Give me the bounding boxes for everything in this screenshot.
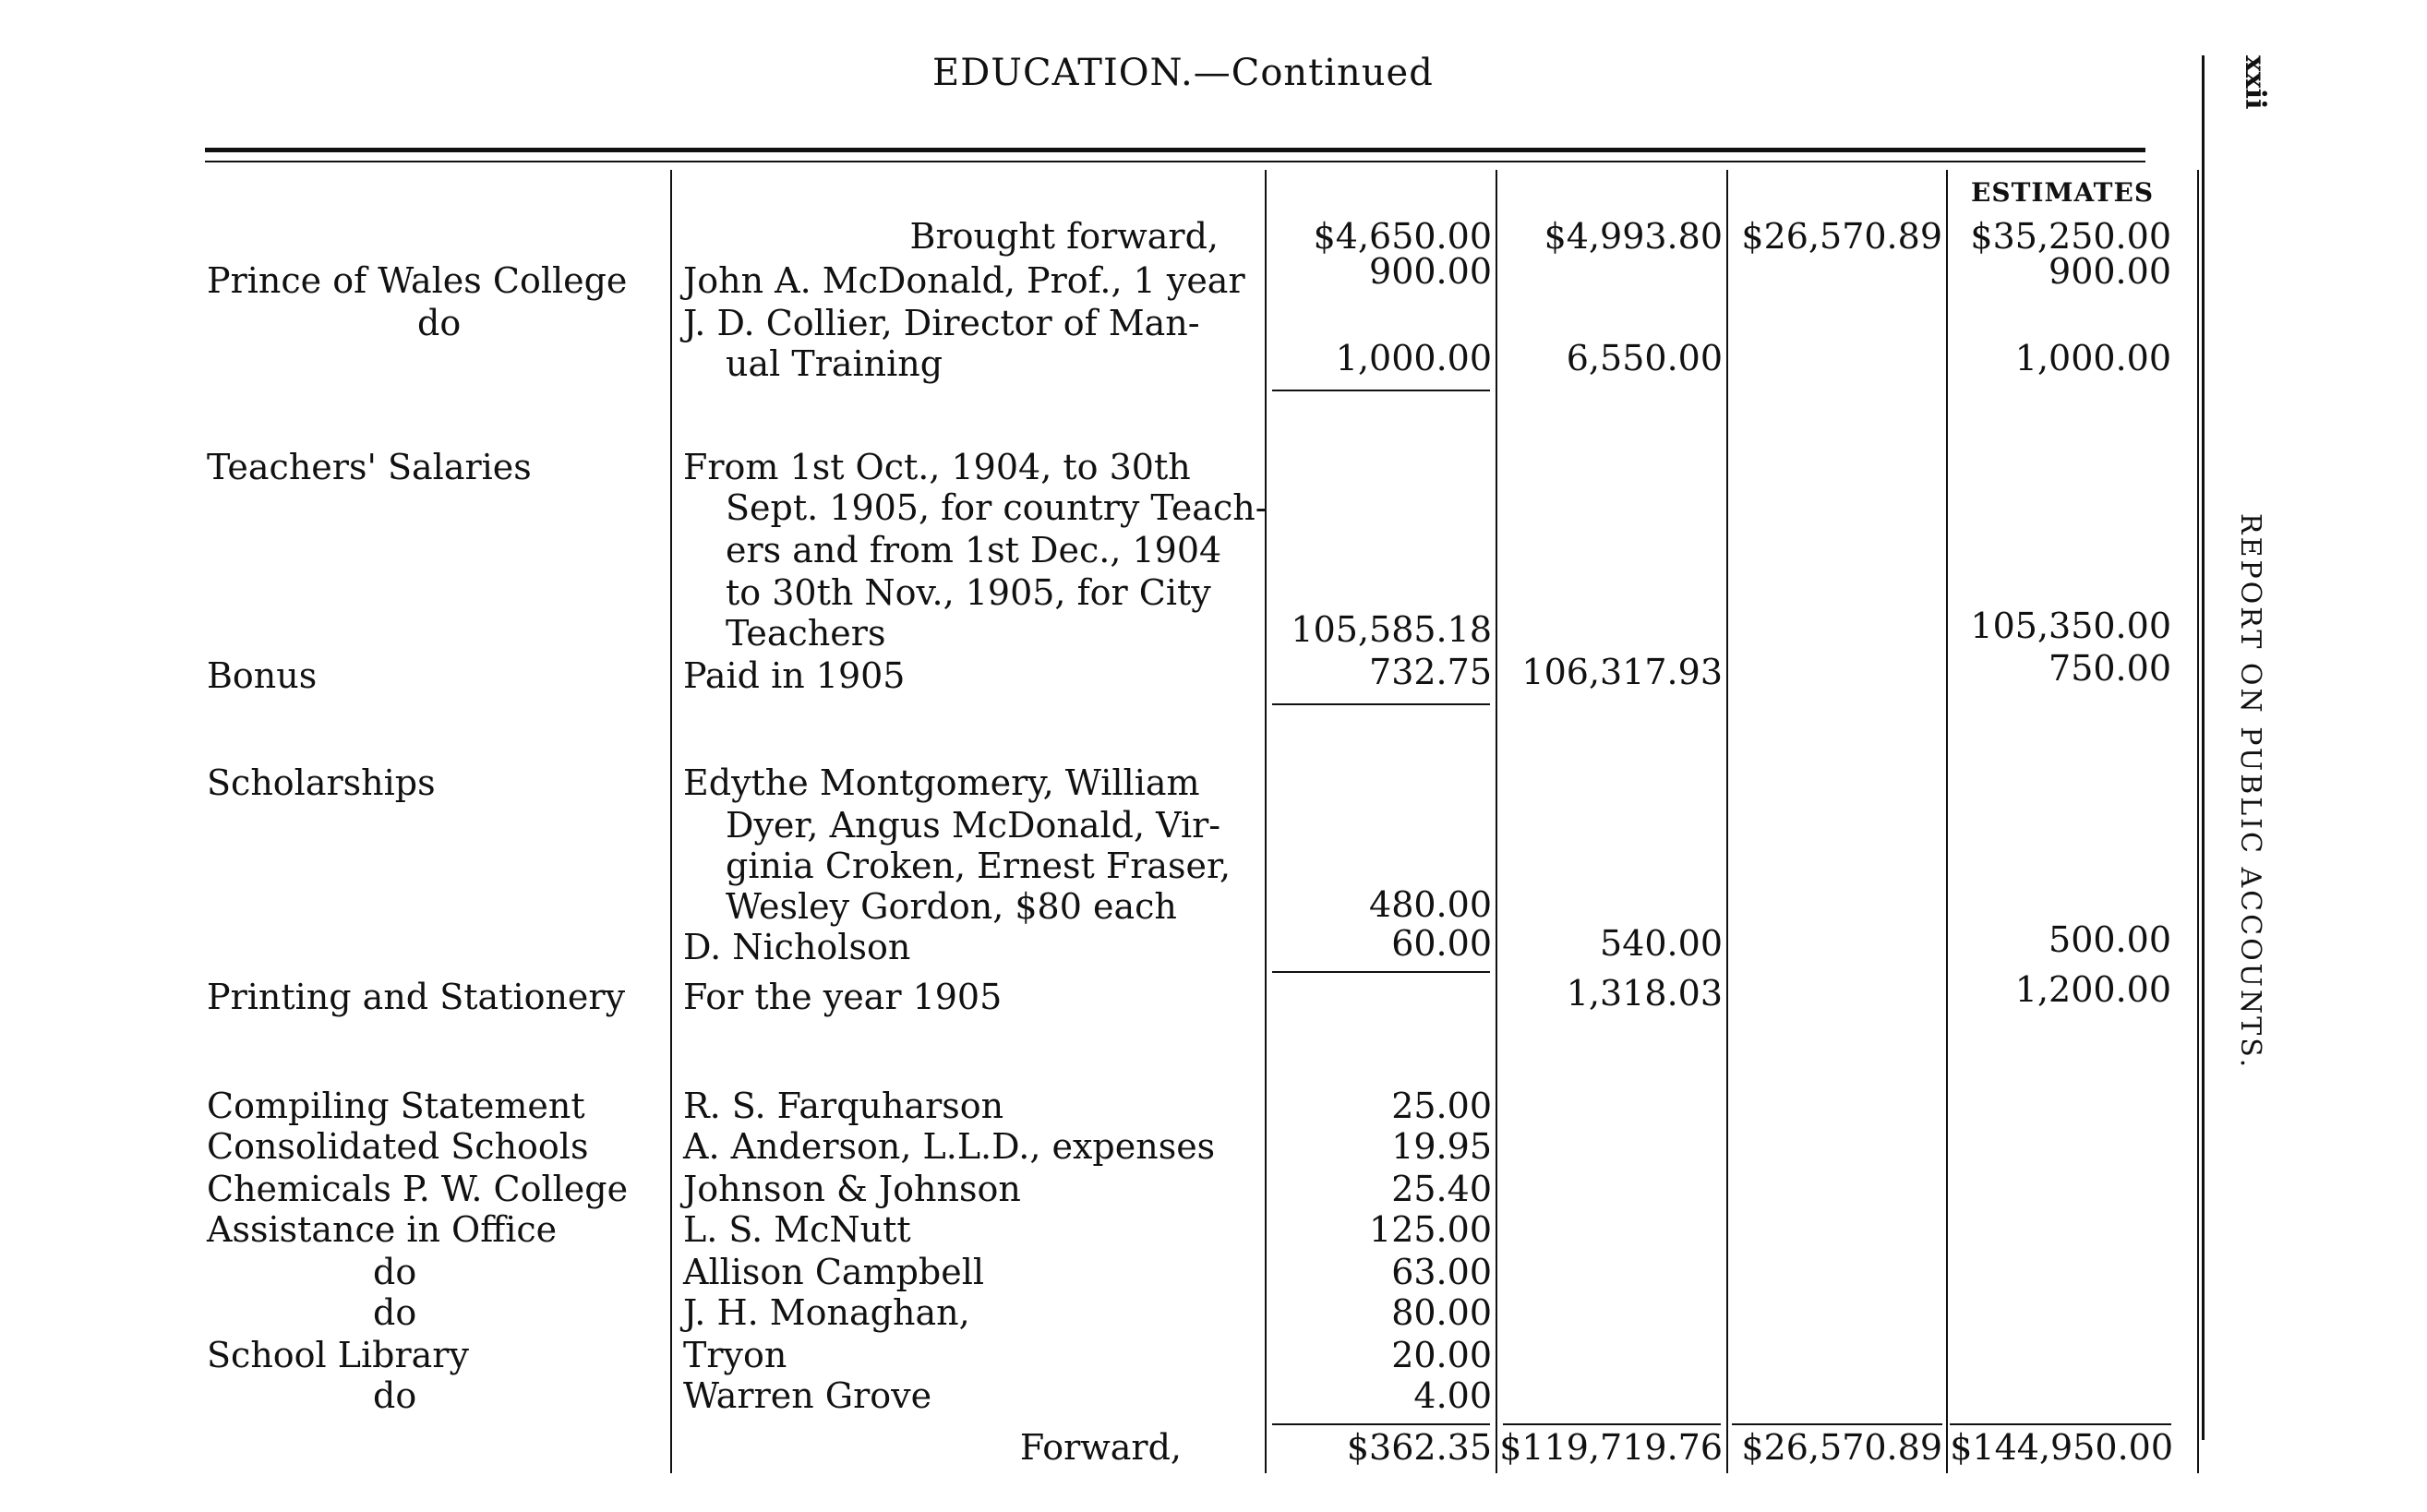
column-divider [1946, 170, 1948, 1473]
row-description: A. Anderson, L.L.D., expenses [683, 1126, 1216, 1167]
total-rule [1732, 1423, 1942, 1425]
row-category: Consolidated Schools [207, 1126, 589, 1167]
row-description: Johnson & Johnson [683, 1169, 1021, 1209]
row-amount-c2: 6,550.00 [1566, 338, 1723, 378]
row-amount-c1: 105,585.18 [1291, 609, 1492, 650]
page-number: xxii [2239, 55, 2271, 110]
brought-forward-label: Brought forward, [909, 216, 1219, 257]
row-category: School Library [207, 1335, 469, 1375]
row-description: to 30th Nov., 1905, for City [726, 572, 1211, 613]
row-description: Warren Grove [683, 1375, 932, 1416]
row-description: Tryon [683, 1335, 787, 1375]
row-estimate: 900.00 [2049, 251, 2171, 292]
row-category: Assistance in Office [207, 1209, 558, 1250]
row-category: do [417, 303, 462, 343]
row-description: L. S. McNutt [683, 1209, 911, 1250]
row-description: John A. McDonald, Prof., 1 year [683, 260, 1245, 301]
forward-c3: $26,570.89 [1741, 1427, 1942, 1468]
row-description: Wesley Gordon, $80 each [726, 886, 1177, 927]
row-description: Teachers [726, 613, 886, 654]
row-category: Scholarships [207, 762, 436, 803]
row-amount-c1: 19.95 [1391, 1126, 1492, 1167]
row-description: D. Nicholson [683, 927, 911, 967]
row-description: For the year 1905 [683, 977, 1003, 1017]
column-divider [1726, 170, 1728, 1473]
row-amount-c1: 1,000.00 [1335, 338, 1492, 378]
total-rule [1503, 1423, 1721, 1425]
row-description: ers and from 1st Dec., 1904 [726, 530, 1222, 570]
brought-forward-c1: $4,650.00 [1313, 216, 1492, 257]
row-category: do [373, 1252, 417, 1292]
row-category: Teachers' Salaries [207, 447, 532, 487]
forward-c1: $362.35 [1346, 1427, 1492, 1468]
row-description: Edythe Montgomery, William [683, 762, 1200, 803]
row-description: J. H. Monaghan, [683, 1292, 970, 1333]
row-amount-c2: 540.00 [1600, 923, 1723, 964]
header-rule-thick [205, 148, 2145, 152]
estimates-heading: ESTIMATES [1971, 177, 2155, 208]
row-amount-c1: 25.00 [1391, 1086, 1492, 1126]
header-rule-thin [205, 161, 2145, 162]
total-rule [1272, 1423, 1490, 1425]
row-amount-c1: 4.00 [1413, 1375, 1492, 1416]
forward-c2: $119,719.76 [1499, 1427, 1723, 1468]
row-category: Printing and Stationery [207, 977, 626, 1017]
row-amount-c1: 732.75 [1369, 652, 1492, 692]
row-description: J. D. Collier, Director of Man- [683, 303, 1200, 343]
column-divider [2197, 170, 2199, 1473]
row-description: From 1st Oct., 1904, to 30th [683, 447, 1191, 487]
column-divider [1496, 170, 1497, 1473]
row-category: do [373, 1292, 417, 1333]
row-category: Compiling Statement [207, 1086, 585, 1126]
row-amount-c1: 900.00 [1369, 251, 1492, 292]
row-amount-c1: 25.40 [1391, 1169, 1492, 1209]
subtotal-rule [1272, 971, 1490, 973]
row-description: Paid in 1905 [683, 655, 906, 696]
row-amount-c1: 125.00 [1369, 1209, 1492, 1250]
total-rule [1950, 1423, 2171, 1425]
row-category: Prince of Wales College [207, 260, 628, 301]
brought-forward-c3: $26,570.89 [1741, 216, 1942, 257]
brought-forward-c4: $35,250.00 [1970, 216, 2171, 257]
row-category: do [373, 1375, 417, 1416]
row-category: Chemicals P. W. College [207, 1169, 629, 1209]
row-amount-c1: 20.00 [1391, 1335, 1492, 1375]
column-divider [670, 170, 672, 1473]
column-divider [1265, 170, 1267, 1473]
row-description: ginia Croken, Ernest Fraser, [726, 846, 1232, 886]
row-estimate: 1,200.00 [2014, 969, 2171, 1010]
row-description: ual Training [726, 343, 943, 384]
forward-c4: $144,950.00 [1950, 1427, 2173, 1468]
subtotal-rule [1272, 703, 1490, 705]
row-amount-c1: 480.00 [1369, 884, 1492, 925]
row-estimate: 1,000.00 [2014, 338, 2171, 378]
row-estimate: 105,350.00 [1970, 606, 2171, 646]
brought-forward-c2: $4,993.80 [1544, 216, 1723, 257]
row-amount-c1: 80.00 [1391, 1292, 1492, 1333]
row-amount-c2: 1,318.03 [1566, 973, 1723, 1014]
running-title: REPORT ON PUBLIC ACCOUNTS. [2234, 513, 2266, 1071]
page-title: EDUCATION.—Continued [932, 52, 1434, 94]
row-description: Dyer, Angus McDonald, Vir- [726, 805, 1221, 846]
page-margin-line [2202, 55, 2205, 1440]
row-description: Allison Campbell [683, 1252, 985, 1292]
row-estimate: 750.00 [2049, 648, 2171, 689]
row-estimate: 500.00 [2049, 919, 2171, 960]
row-description: Sept. 1905, for country Teach- [726, 487, 1268, 528]
row-category: Bonus [207, 655, 318, 696]
subtotal-rule [1272, 390, 1490, 391]
forward-label: Forward, [1019, 1427, 1182, 1468]
row-amount-c1: 63.00 [1391, 1252, 1492, 1292]
row-description: R. S. Farquharson [683, 1086, 1004, 1126]
row-amount-c2: 106,317.93 [1521, 652, 1723, 692]
row-amount-c1: 60.00 [1391, 923, 1492, 964]
